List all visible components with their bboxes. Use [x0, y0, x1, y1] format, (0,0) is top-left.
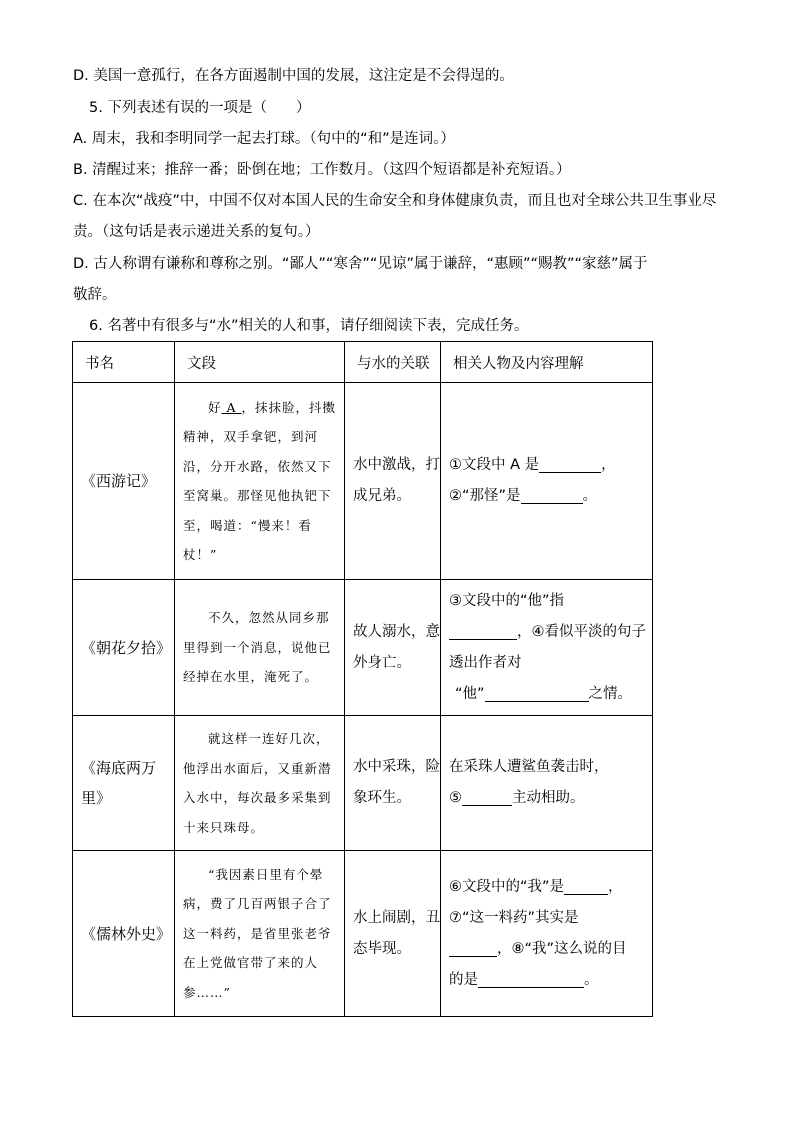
line-option-d-q4: D. 美国一意孤行，在各方面遏制中国的发展，这注定是不会得逞的。 [73, 68, 514, 84]
task-4-suffix: 之情。 [588, 685, 633, 702]
excerpt-text: 就这样一连好几次，他浮出水面后，又重新潜入水中，每次最多采集到十来只珠母。 [183, 731, 332, 835]
answer-blank-2[interactable] [521, 487, 583, 504]
book-title: 《海底两万里》 [73, 716, 175, 851]
novels-water-table [72, 341, 653, 1017]
understanding-cell [441, 383, 653, 580]
question-6-stem: 6. 名著中有很多与“水”相关的人和事，请仔细阅读下表，完成任务。 [89, 318, 529, 334]
task-6-punct: ， [608, 878, 623, 895]
question-5-option-c-line2: 责。（这句话是表示递进关系的复句。） [73, 224, 320, 240]
excerpt-cell [175, 716, 345, 851]
task-6-text: ⑥文段中的“我”是 [449, 878, 565, 895]
task-4-text: ，④看似平淡的句子 [517, 623, 646, 640]
task-5-text: 在采珠人遭鲨鱼袭击时， [449, 759, 609, 775]
table-row [73, 580, 653, 716]
answer-blank-5[interactable] [462, 789, 512, 806]
question-5-stem: 5. 下列表述有误的一项是（ ） [89, 100, 311, 116]
header-understanding: 相关人物及内容理解 [441, 342, 653, 383]
answer-blank-3[interactable] [449, 623, 517, 640]
task-8-text-cont: 的是 [449, 971, 478, 988]
task-5-number: ⑤ [449, 790, 462, 806]
book-title: 《朝花夕拾》 [73, 580, 175, 716]
task-4-subject: “他” [455, 685, 485, 702]
answer-blank-4[interactable] [485, 685, 589, 702]
excerpt-text: “我因素日里有个晕病，费了几百两银子合了这一料药，是省里张老爷在上党做官带了来的人参……” [183, 866, 332, 1000]
answer-blank-1[interactable] [539, 456, 601, 473]
answer-blank-8[interactable] [478, 971, 584, 988]
relation-cell: 故人溺水，意外身亡。 [345, 580, 441, 716]
question-5-option-c-line1: C. 在本次“战疫”中，中国不仅对本国人民的生命安全和身体健康负责，而且也对全球公共卫生事业尽 [73, 193, 717, 209]
answer-blank-7[interactable] [449, 940, 497, 957]
table-row [73, 716, 653, 851]
excerpt-cell [175, 851, 345, 1017]
task-8-text: ，⑧“我”这么说的目 [497, 940, 627, 957]
table-header-row [73, 342, 653, 383]
understanding-cell [441, 851, 653, 1017]
task-1-punct: ， [601, 457, 616, 473]
task-8-punct: 。 [584, 971, 599, 988]
book-title: 《儒林外史》 [73, 851, 175, 1017]
understanding-cell [441, 580, 653, 716]
answer-blank-6[interactable] [564, 878, 608, 895]
task-2-punct: 。 [582, 488, 598, 504]
table-row [73, 383, 653, 580]
book-title: 《西游记》 [73, 383, 175, 580]
question-5-option-a: A. 周末，我和李明同学一起去打球。（句中的“和”是连词。） [73, 131, 455, 147]
question-5-option-d-line1: D. 古人称谓有谦称和尊称之别。“鄙人”“寒舍”“见谅”属于谦辞，“惠顾”“赐教”“家慈”属于 [73, 256, 648, 272]
understanding-cell [441, 716, 653, 851]
header-excerpt: 文段 [175, 342, 345, 383]
task-2-text: ②“那怪”是 [449, 488, 521, 504]
task-3-text: ③文段中的“他”指 [449, 592, 565, 609]
header-book: 书名 [73, 342, 175, 383]
table-row [73, 851, 653, 1017]
task-1-text: ①文段中 A 是 [449, 457, 540, 473]
task-7-text: ⑦“这一料药”其实是 [449, 909, 579, 926]
task-4-text-cont: 透出作者对 [449, 654, 522, 671]
excerpt-cell [175, 383, 345, 580]
excerpt-text: 不久，忽然从同乡那里得到一个消息，说他已经掉在水里，淹死了。 [183, 610, 332, 685]
header-relation: 与水的关联 [345, 342, 441, 383]
relation-cell: 水中采珠，险象环生。 [345, 716, 441, 851]
excerpt-text-post: ，抹抹脸，抖擞精神，双手拿钯，到河沿，分开水路，依然又下至窝巢。那怪见他执钯下至，喝道：“慢来！看杖！” [183, 399, 337, 562]
question-5-option-b: B. 清醒过来；推辞一番；卧倒在地；工作数月。（这四个短语都是补充短语。） [73, 162, 571, 178]
task-5-suffix: 主动相助。 [512, 790, 585, 806]
excerpt-cell [175, 580, 345, 716]
question-5-option-d-line2: 敬辞。 [73, 287, 117, 303]
excerpt-text-pre: 好 [208, 399, 222, 415]
blank-a-marker: A [221, 399, 242, 415]
relation-cell: 水上闹剧，丑态毕现。 [345, 851, 441, 1017]
relation-cell: 水中激战，打成兄弟。 [345, 383, 441, 580]
